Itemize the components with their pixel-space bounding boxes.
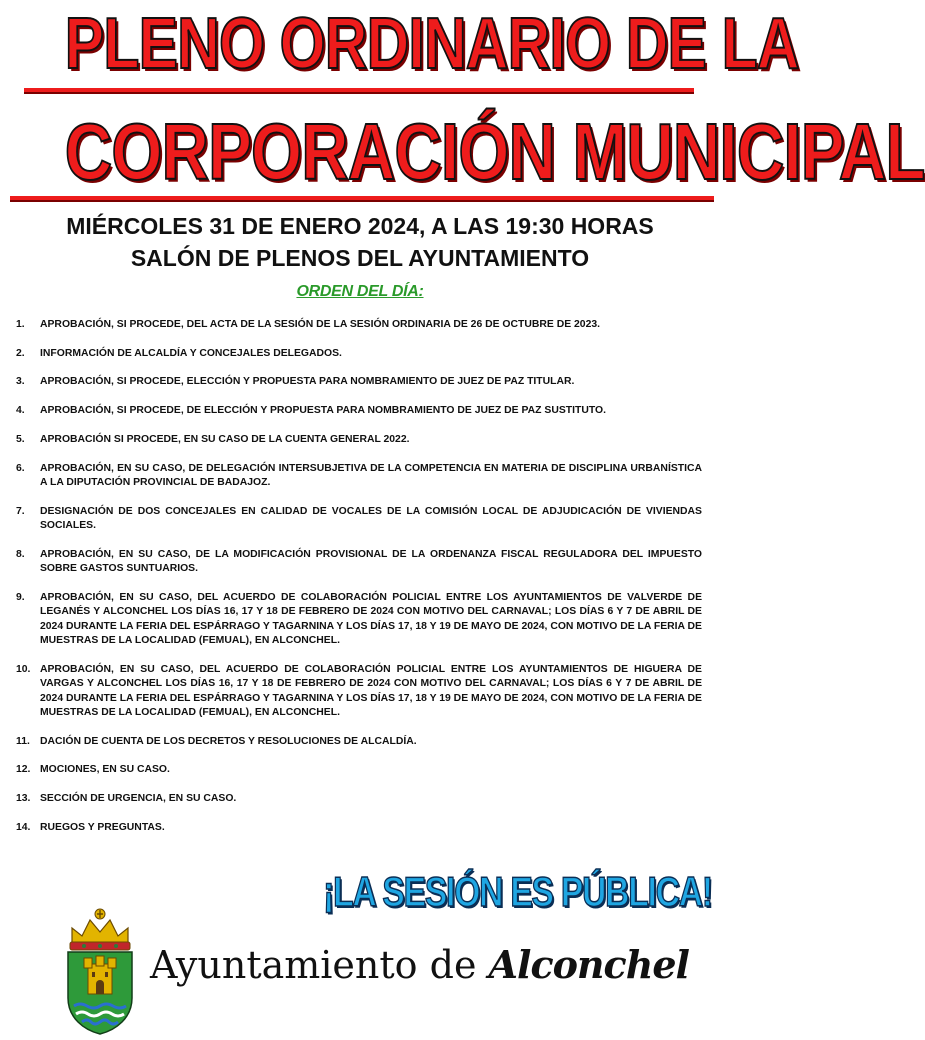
agenda-item-text: APROBACIÓN, SI PROCEDE, DEL ACTA DE LA SESIÓN DE LA SESIÓN ORDINARIA DE 26 DE OCTUBRE DE 2023.: [40, 319, 601, 330]
agenda-item-number: 7.: [16, 505, 25, 517]
agenda-item-number: 9.: [16, 591, 25, 603]
title-line-2: CORPORACIÓN MUNICIPAL: [64, 107, 925, 196]
agenda-item-number: 3.: [16, 376, 25, 388]
agenda-item-text: APROBACIÓN, SI PROCEDE, DE ELECCIÓN Y PROPUESTA PARA NOMBRAMIENTO DE JUEZ DE PAZ SUSTITUTO.: [40, 405, 606, 417]
footer-org-prefix: Ayuntamiento de: [150, 943, 477, 987]
agenda-item: [16, 763, 702, 777]
agenda-item-number: 14.: [16, 821, 31, 833]
agenda-item: [16, 735, 702, 749]
agenda-item: [16, 462, 702, 491]
agenda-item-text: MOCIONES, EN SU CASO.: [40, 764, 170, 776]
session-venue: SALÓN DE PLENOS DEL AYUNTAMIENTO: [130, 245, 590, 271]
agenda-item-number: 2.: [16, 347, 25, 359]
footer-town-name: Alconchel: [488, 942, 689, 987]
agenda-item-text: DACIÓN DE CUENTA DE LOS DECRETOS Y RESOLUCIONES DE ALCALDÍA.: [40, 735, 417, 747]
coat-of-arms-icon: [64, 906, 136, 1036]
agenda-item-number: 1.: [16, 319, 25, 330]
agenda-item-text: RUEGOS Y PREGUNTAS.: [40, 821, 165, 833]
agenda-heading: ORDEN DEL DÍA:: [296, 283, 424, 300]
agenda-item: [16, 505, 702, 534]
agenda-item-number: 5.: [16, 433, 25, 445]
agenda-item: [16, 663, 702, 721]
agenda-item-number: 11.: [16, 735, 30, 747]
agenda-item-text: APROBACIÓN, SI PROCEDE, ELECCIÓN Y PROPUESTA PARA NOMBRAMIENTO DE JUEZ DE PAZ TITULAR.: [40, 376, 575, 388]
agenda-item-text: APROBACIÓN, EN SU CASO, DE DELEGACIÓN INTERSUBJETIVA DE LA COMPETENCIA EN MATERIA DE DISCIPLINA URBANÍSTICA A LA DIPUTACIÓN PROVINCIAL DE BADAJOZ.: [40, 462, 702, 488]
agenda-item: [16, 404, 702, 418]
agenda-item: [16, 548, 702, 577]
agenda-item-text: INFORMACIÓN DE ALCALDÍA Y CONCEJALES DELEGADOS.: [40, 347, 342, 359]
agenda-item: [16, 433, 702, 447]
agenda-item-text: DESIGNACIÓN DE DOS CONCEJALES EN CALIDAD DE VOCALES DE LA COMISIÓN LOCAL DE ADJUDICACIÓN DE VIVIENDAS SOCIALES.: [40, 505, 702, 532]
agenda-list: [16, 318, 702, 850]
title-underline-1: [24, 88, 694, 94]
agenda-item-number: 13.: [16, 793, 31, 805]
agenda-item: [16, 591, 702, 649]
agenda-item: [16, 375, 702, 389]
agenda-item-text: APROBACIÓN, EN SU CASO, DEL ACUERDO DE COLABORACIÓN POLICIAL ENTRE LOS AYUNTAMIENTOS DE VALVERDE DE LEGANÉS Y ALCONCHEL LOS DÍAS 16, 17 Y 18 DE FEBRERO DE 2024 CON MOTIVO DEL CARNAVAL; LOS DÍAS 6 Y 7 DE ABRIL DE 2024 DURANTE LA FERIA DEL ESPÁRRAGO Y TAGARNINA Y LOS DÍAS 17, 18 Y 19 DE MAYO DE 2024, CON MOTIVO DE LA FERIA DE MUESTRAS DE LA LOCALIDAD (FEMUAL), EN ALCONCHEL.: [40, 591, 702, 647]
agenda-item-text: APROBACIÓN, EN SU CASO, DEL ACUERDO DE COLABORACIÓN POLICIAL ENTRE LOS AYUNTAMIENTOS DE HIGUERA DE VARGAS Y ALCONCHEL LOS DÍAS 16, 17 Y 18 DE FEBRERO DE 2024 CON MOTIVO DEL CARNAVAL; LOS DÍAS 6 Y 7 DE ABRIL DE 2024 DURANTE LA FERIA DEL ESPÁRRAGO Y TAGARNINA Y LOS DÍAS 17, 18 Y 19 DE MAYO DE 2024, CON MOTIVO DE LA FERIA DE MUESTRAS DE LA LOCALIDAD (FEMUAL), EN ALCONCHEL.: [40, 663, 702, 718]
agenda-item: [16, 347, 702, 361]
title-underline-2: [10, 196, 714, 202]
public-session-notice: ¡LA SESIÓN ES PÚBLICA!: [323, 868, 712, 915]
agenda-item-text: APROBACIÓN SI PROCEDE, EN SU CASO DE LA CUENTA GENERAL 2022.: [40, 433, 410, 445]
agenda-item-number: 4.: [16, 405, 25, 417]
title-line-1: PLENO ORDINARIO DE LA: [64, 4, 799, 84]
agenda-item-number: 8.: [16, 548, 25, 560]
agenda-item: [16, 792, 702, 806]
agenda-item: [16, 318, 702, 332]
agenda-item-text: SECCIÓN DE URGENCIA, EN SU CASO.: [40, 793, 237, 805]
session-date-time: MIÉRCOLES 31 DE ENERO 2024, A LAS 19:30 HORAS: [66, 213, 654, 239]
agenda-item-text: APROBACIÓN, EN SU CASO, DE LA MODIFICACIÓN PROVISIONAL DE LA ORDENANZA FISCAL REGULADORA DEL IMPUESTO SOBRE GASTOS SUNTUARIOS.: [40, 548, 702, 575]
footer-organization: [150, 942, 689, 987]
agenda-item: [16, 821, 702, 835]
agenda-item-number: 12.: [16, 764, 31, 776]
agenda-item-number: 6.: [16, 462, 25, 474]
agenda-item-number: 10.: [16, 663, 31, 675]
